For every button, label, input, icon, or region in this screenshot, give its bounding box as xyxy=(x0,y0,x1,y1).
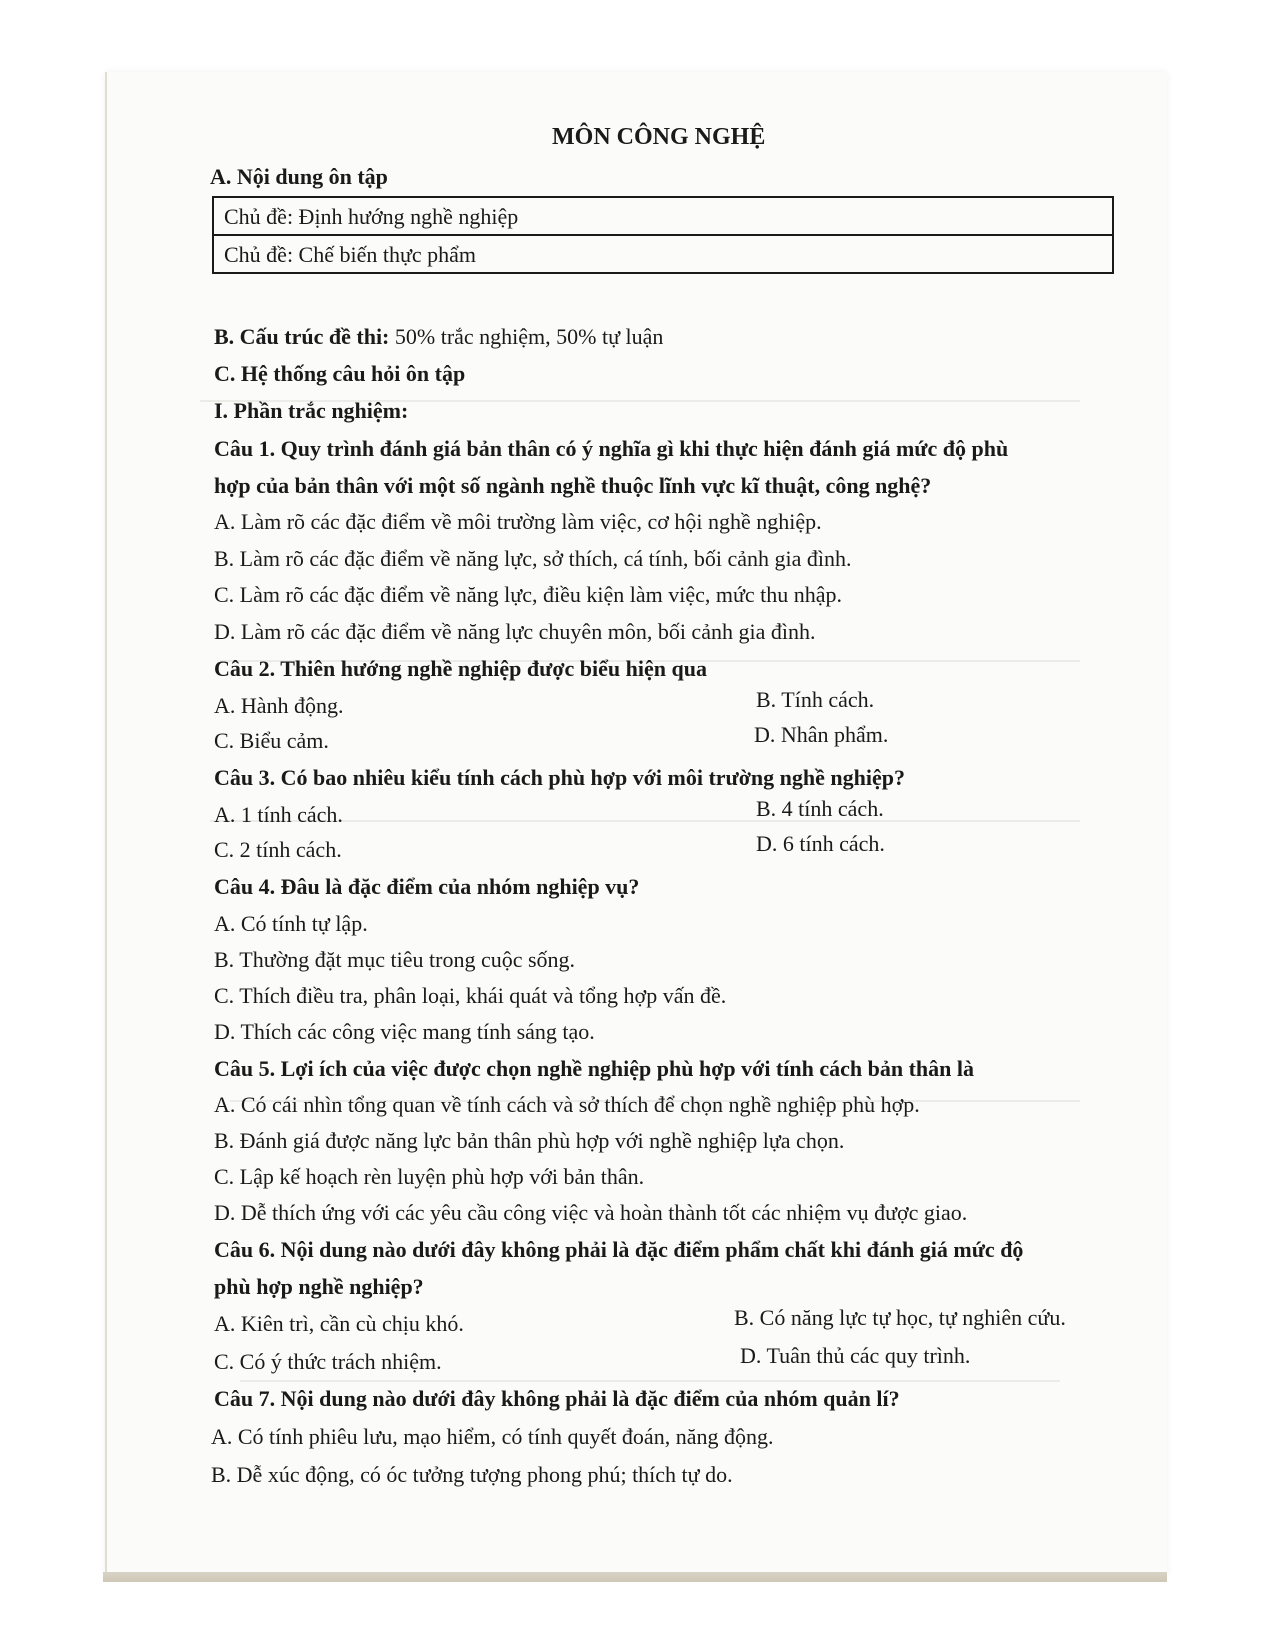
question-7-option-a: A. Có tính phiêu lưu, mạo hiểm, có tính quyết đoán, năng động. xyxy=(211,1424,774,1449)
question-2-option-b: B. Tính cách. xyxy=(756,687,875,712)
question-5-option-c: C. Lập kế hoạch rèn luyện phù hợp với bản thân. xyxy=(214,1164,645,1189)
question-4-option-b: B. Thường đặt mục tiêu trong cuộc sống. xyxy=(214,947,576,972)
section-b-line xyxy=(214,324,663,350)
question-7-option-b: B. Dễ xúc động, có óc tưởng tượng phong phú; thích tự do. xyxy=(211,1462,733,1487)
question-6-option-b: B. Có năng lực tự học, tự nghiên cứu. xyxy=(734,1305,1066,1330)
question-4-option-c: C. Thích điều tra, phân loại, khái quát và tổng hợp vấn đề. xyxy=(214,983,727,1008)
question-6-stem-line-1: Câu 6. Nội dung nào dưới đây không phải là đặc điểm phẩm chất khi đánh giá mức độ xyxy=(214,1237,1024,1262)
question-4-stem: Câu 4. Đâu là đặc điểm của nhóm nghiệp vụ? xyxy=(214,874,640,899)
question-1-option-c: C. Làm rõ các đặc điểm về năng lực, điều kiện làm việc, mức thu nhập. xyxy=(214,582,843,607)
question-1-option-a: A. Làm rõ các đặc điểm về môi trường làm việc, cơ hội nghề nghiệp. xyxy=(214,509,822,534)
question-2-option-d: D. Nhân phẩm. xyxy=(754,722,889,747)
question-3-option-c: C. 2 tính cách. xyxy=(214,837,342,862)
question-3-option-b: B. 4 tính cách. xyxy=(756,796,884,821)
question-5-option-b: B. Đánh giá được năng lực bản thân phù hợp với nghề nghiệp lựa chọn. xyxy=(214,1128,845,1153)
question-4-option-a: A. Có tính tự lập. xyxy=(214,911,368,936)
topic-row: Chủ đề: Định hướng nghề nghiệp xyxy=(214,198,1112,236)
question-3-option-a: A. 1 tính cách. xyxy=(214,802,343,827)
question-5-option-d: D. Dễ thích ứng với các yêu cầu công việc và hoàn thành tốt các nhiệm vụ được giao. xyxy=(214,1200,968,1225)
question-6-option-c: C. Có ý thức trách nhiệm. xyxy=(214,1349,442,1374)
question-2-option-c: C. Biểu cảm. xyxy=(214,728,329,753)
question-5-stem: Câu 5. Lợi ích của việc được chọn nghề nghiệp phù hợp với tính cách bản thân là xyxy=(214,1056,974,1081)
topic-row: Chủ đề: Chế biến thực phẩm xyxy=(224,242,477,267)
question-1-option-d: D. Làm rõ các đặc điểm về năng lực chuyên môn, bối cảnh gia đình. xyxy=(214,619,816,644)
question-1-option-b: B. Làm rõ các đặc điểm về năng lực, sở thích, cá tính, bối cảnh gia đình. xyxy=(214,546,852,571)
question-5-option-a: A. Có cái nhìn tổng quan về tính cách và sở thích để chọn nghề nghiệp phù hợp. xyxy=(214,1092,920,1117)
part-1-heading: I. Phần trắc nghiệm: xyxy=(214,398,409,423)
question-6-option-a: A. Kiên trì, cần cù chịu khó. xyxy=(214,1311,464,1336)
question-1-stem-line-2: hợp của bản thân với một số ngành nghề thuộc lĩnh vực kĩ thuật, công nghệ? xyxy=(214,473,932,498)
topics-table xyxy=(212,196,1114,274)
question-3-option-d: D. 6 tính cách. xyxy=(756,831,885,856)
question-6-stem-line-2: phù hợp nghề nghiệp? xyxy=(214,1274,424,1299)
document-title: MÔN CÔNG NGHỆ xyxy=(552,124,766,150)
question-2-stem: Câu 2. Thiên hướng nghề nghiệp được biểu hiện qua xyxy=(214,656,707,681)
section-b-text: 50% trắc nghiệm, 50% tự luận xyxy=(389,324,664,349)
question-6-option-d: D. Tuân thủ các quy trình. xyxy=(740,1343,971,1368)
question-4-option-d: D. Thích các công việc mang tính sáng tạo. xyxy=(214,1019,595,1044)
section-c-heading: C. Hệ thống câu hỏi ôn tập xyxy=(214,361,466,386)
section-a-heading: A. Nội dung ôn tập xyxy=(210,164,388,189)
question-1-stem-line-1: Câu 1. Quy trình đánh giá bản thân có ý nghĩa gì khi thực hiện đánh giá mức độ phù xyxy=(214,436,1009,461)
section-b-label: B. Cấu trúc đề thi: xyxy=(214,324,390,349)
question-7-stem: Câu 7. Nội dung nào dưới đây không phải là đặc điểm của nhóm quản lí? xyxy=(214,1386,900,1411)
question-2-option-a: A. Hành động. xyxy=(214,693,344,718)
question-3-stem: Câu 3. Có bao nhiêu kiểu tính cách phù hợp với môi trường nghề nghiệp? xyxy=(214,765,905,790)
